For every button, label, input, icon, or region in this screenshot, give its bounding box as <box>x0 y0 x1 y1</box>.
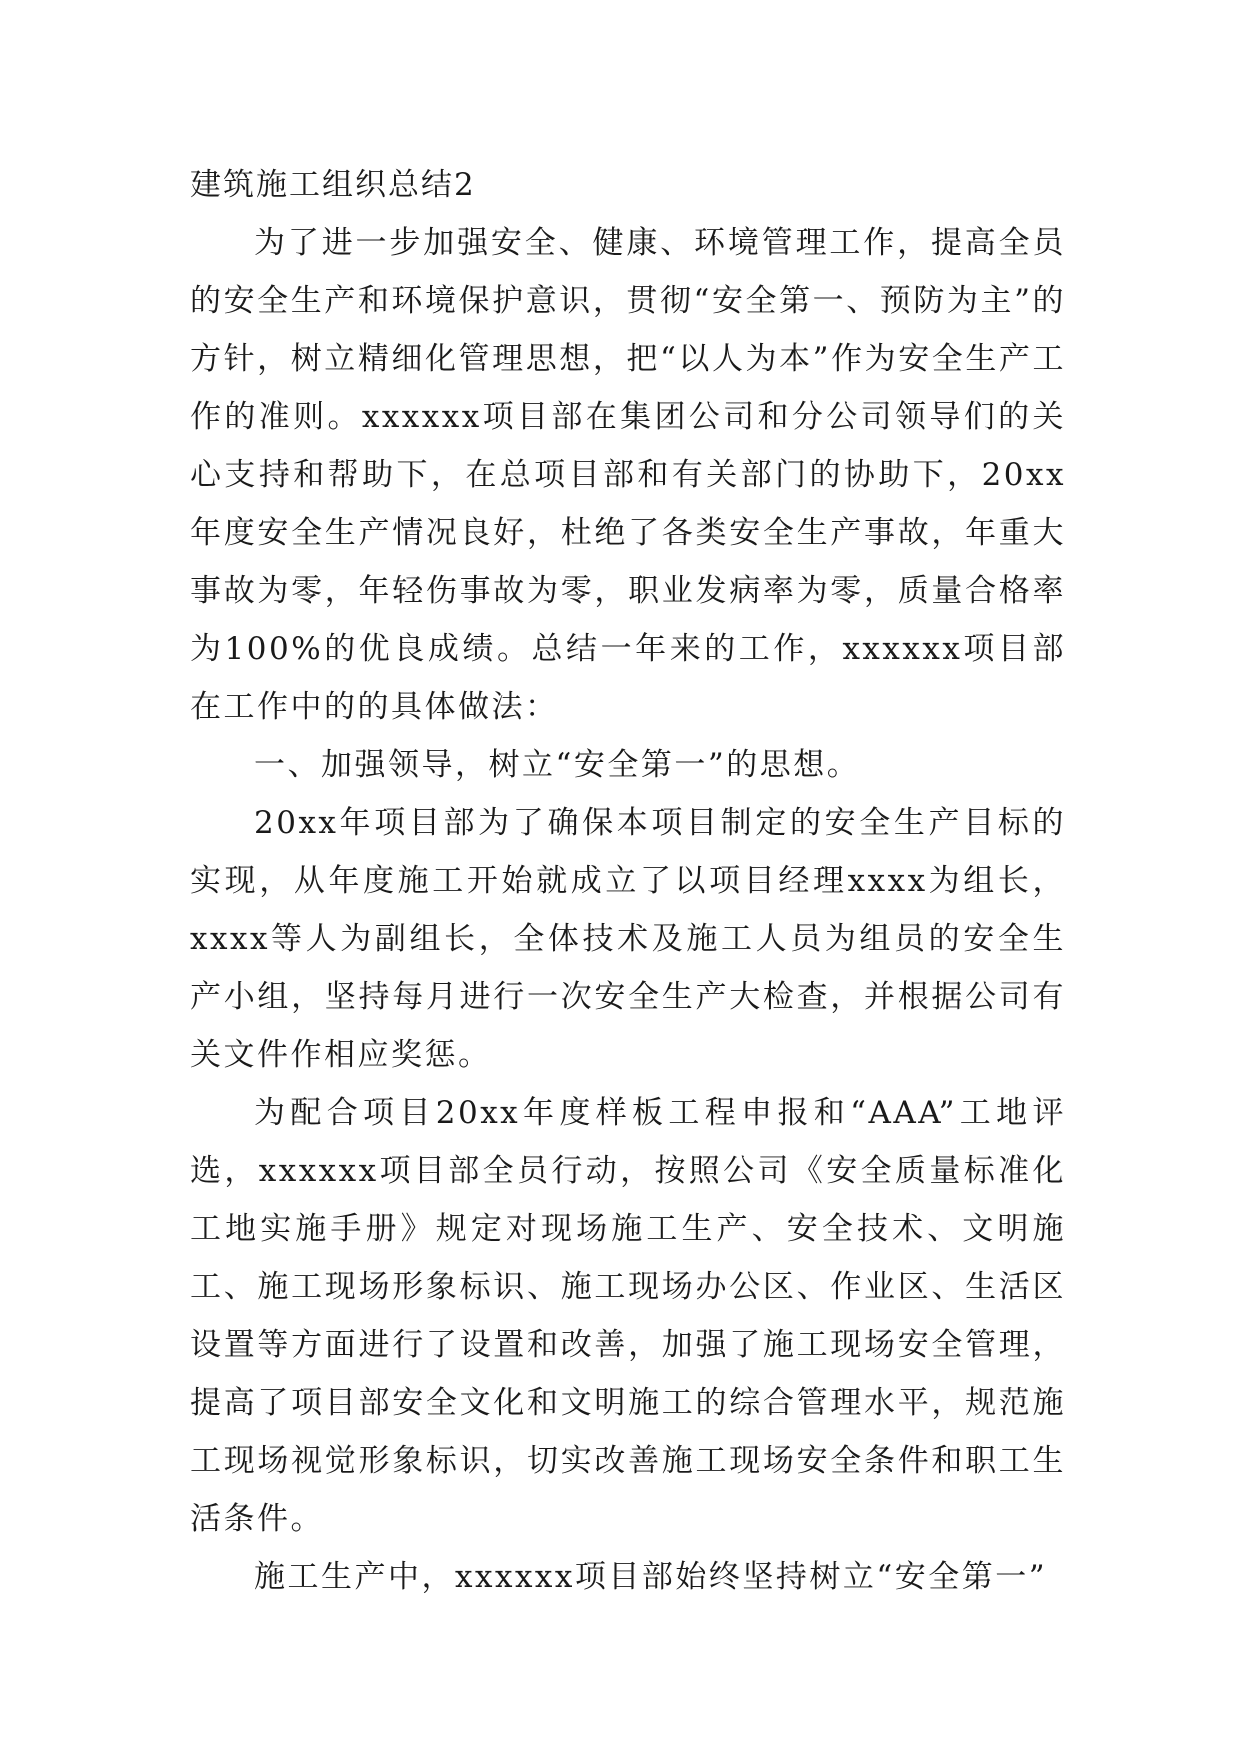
paragraph-construction: 施工生产中，xxxxxx项目部始终坚持树立“安全第一” <box>254 1559 1048 1595</box>
paragraph-safety-team: 20xx年项目部为了确保本项目制定的安全生产目标的实现，从年度施工开始就成立了以项目经理xxxx为组长，xxxx等人为副组长，全体技术及施工人员为组员的安全生产小组，坚持每月进行一次安全生产大检查，并根据公司有关文件作相应奖惩。 <box>190 805 1066 1073</box>
document-body <box>190 156 1066 1606</box>
paragraph-intro: 为了进一步加强安全、健康、环境管理工作，提高全员的安全生产和环境保护意识，贯彻“安全第一、预防为主”的方针，树立精细化管理思想，把“以人为本”作为安全生产工作的准则。xxxxxx项目部在集团公司和分公司领导们的关心支持和帮助下，在总项目部和有关部门的协助下，20xx年度安全生产情况良好，杜绝了各类安全生产事故，年重大事故为零，年轻伤事故为零，职业发病率为零，质量合格率为100%的优良成绩。总结一年来的工作，xxxxxx项目部在工作中的的具体做法： <box>190 225 1066 725</box>
document-title: 建筑施工组织总结2 <box>190 167 476 203</box>
paragraph-model-project: 为配合项目20xx年度样板工程申报和“AAA”工地评选，xxxxxx项目部全员行动，按照公司《安全质量标准化工地实施手册》规定对现场施工生产、安全技术、文明施工、施工现场形象标识、施工现场办公区、作业区、生活区设置等方面进行了设置和改善，加强了施工现场安全管理，提高了项目部安全文化和文明施工的综合管理水平，规范施工现场视觉形象标识，切实改善施工现场安全条件和职工生活条件。 <box>190 1095 1066 1537</box>
section-heading-1: 一、加强领导，树立“安全第一”的思想。 <box>254 747 861 783</box>
